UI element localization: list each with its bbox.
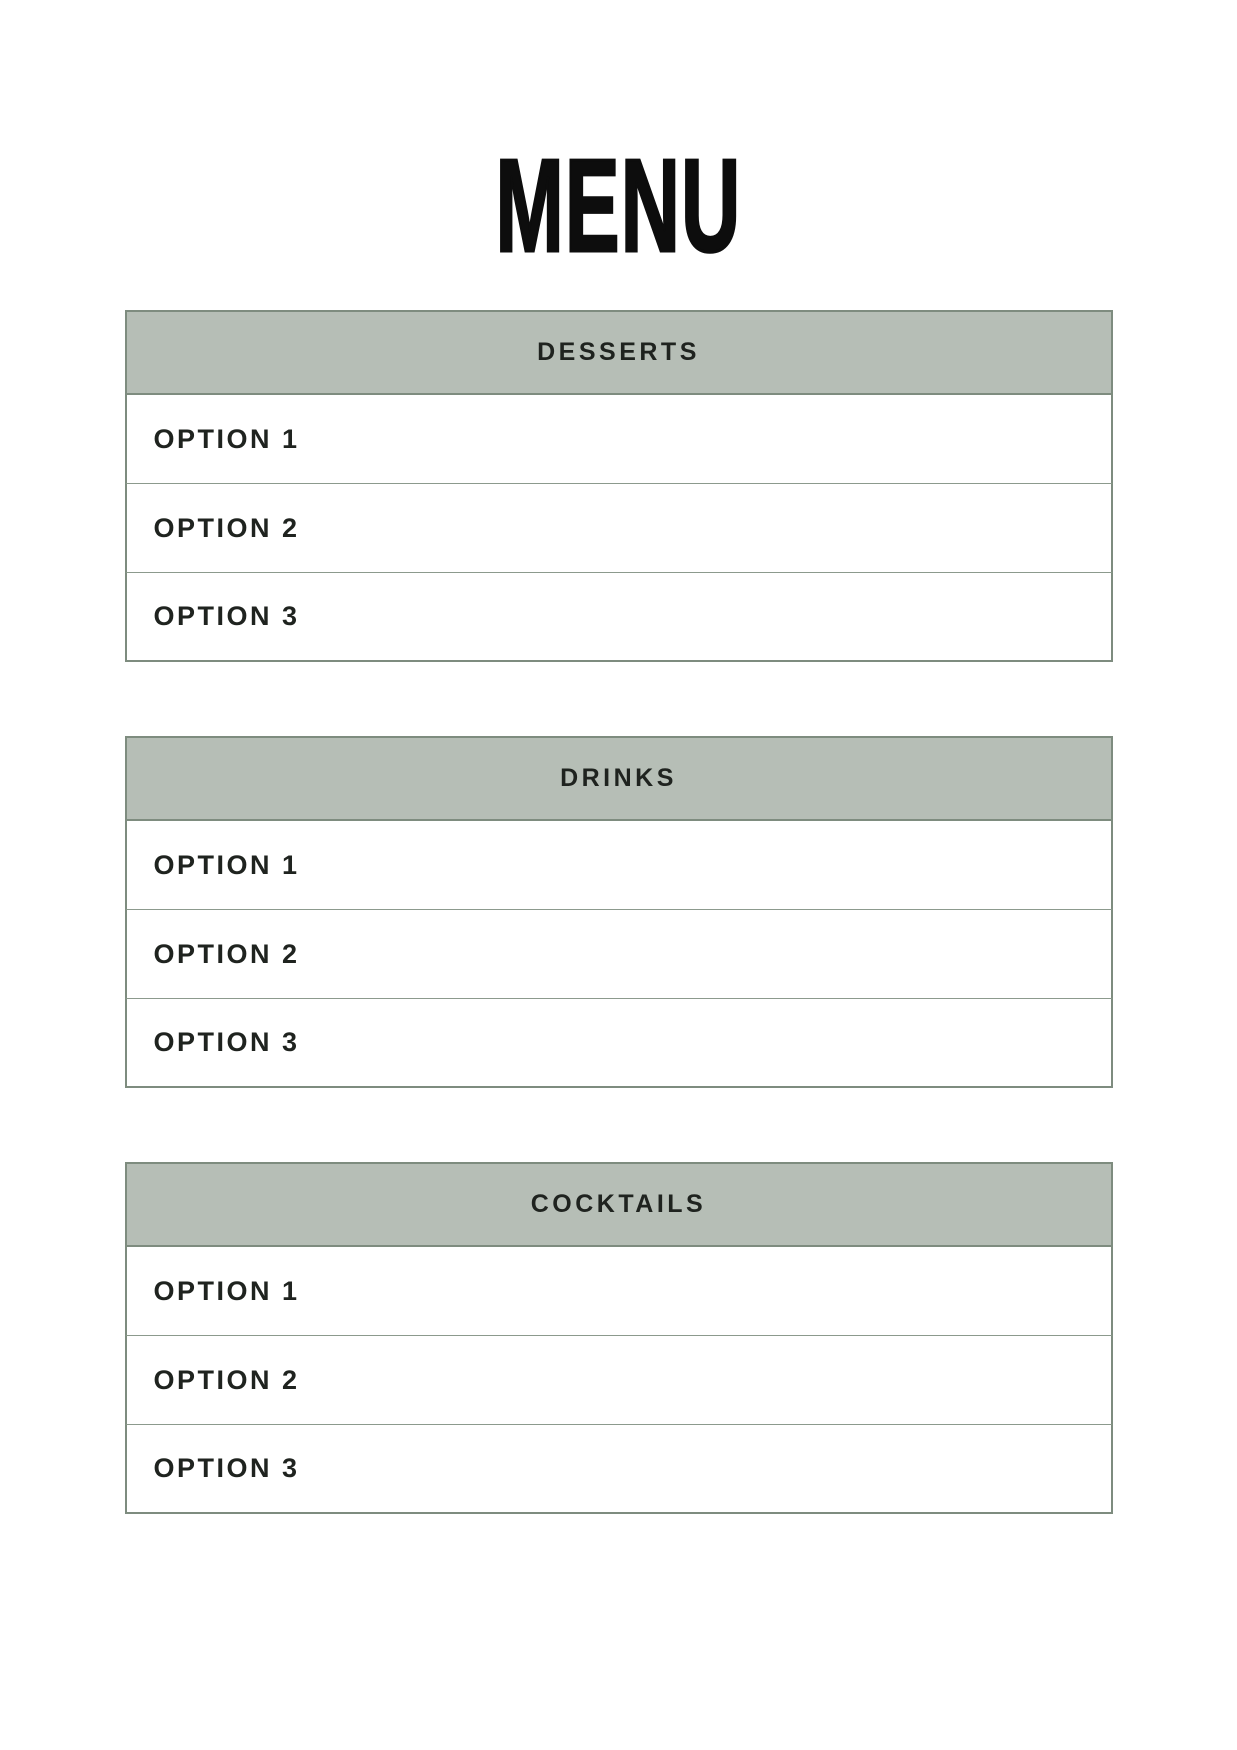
option-label: OPTION 3 — [153, 601, 300, 631]
table-row — [125, 1425, 1113, 1514]
section-header-label: COCKTAILS — [530, 1190, 707, 1218]
table-row — [125, 1247, 1113, 1336]
option-label: OPTION 3 — [153, 1027, 300, 1057]
table-row — [125, 484, 1113, 573]
table-row — [125, 573, 1113, 662]
option-label: OPTION 1 — [153, 1275, 300, 1306]
table-row — [125, 910, 1113, 999]
page-title: MENU — [495, 132, 742, 279]
table-row — [125, 1336, 1113, 1425]
section-cocktails — [125, 1162, 1113, 1514]
table-row — [125, 395, 1113, 484]
option-label: OPTION 2 — [153, 1364, 300, 1395]
option-label: OPTION 1 — [153, 849, 300, 880]
section-cocktails-header — [125, 1162, 1113, 1247]
table-row — [125, 821, 1113, 910]
option-label: OPTION 2 — [153, 938, 300, 969]
table-row — [125, 999, 1113, 1088]
option-label: OPTION 2 — [153, 512, 300, 543]
section-desserts-header — [125, 310, 1113, 395]
option-label: OPTION 3 — [153, 1453, 300, 1483]
option-label: OPTION 1 — [153, 423, 300, 454]
section-drinks-header — [125, 736, 1113, 821]
section-header-label: DESSERTS — [537, 338, 700, 366]
section-desserts — [125, 310, 1113, 662]
section-drinks — [125, 736, 1113, 1088]
section-header-label: DRINKS — [560, 764, 677, 792]
